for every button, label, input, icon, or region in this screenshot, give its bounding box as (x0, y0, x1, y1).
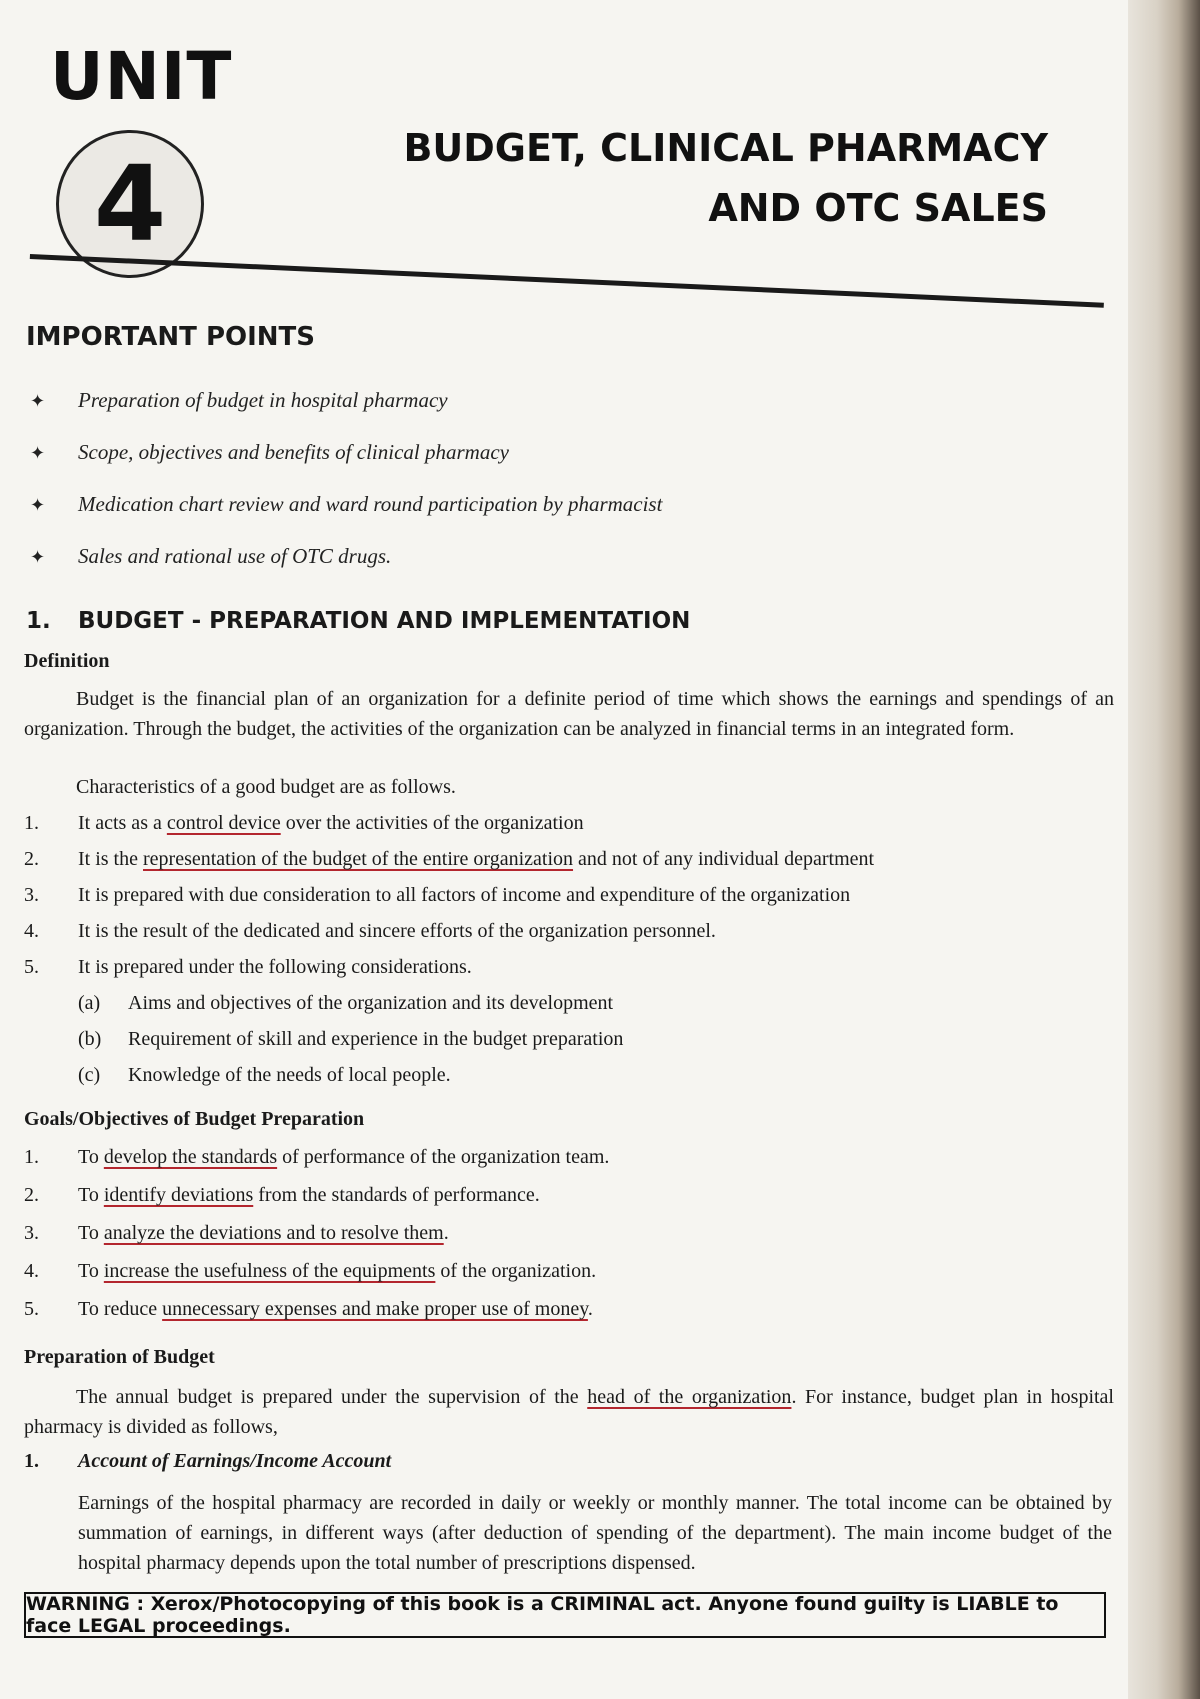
section-heading: 1. BUDGET - PREPARATION AND IMPLEMENTATION (26, 608, 691, 634)
important-point: ✦ Medication chart review and ward round participation by pharmacist (30, 492, 663, 516)
unit-label: UNIT (50, 38, 233, 115)
preparation-label: Preparation of Budget (24, 1346, 215, 1368)
list-item: 1. To develop the standards of performance of the organization team. (24, 1146, 610, 1168)
bullet-icon: ✦ (30, 495, 46, 515)
sub-list-item: (c) Knowledge of the needs of local people. (78, 1064, 451, 1086)
list-item: 1. It acts as a control device over the activities of the organization (24, 812, 584, 834)
list-item: 3. To analyze the deviations and to resolve them. (24, 1222, 449, 1244)
account-heading: 1. Account of Earnings/Income Account (24, 1450, 392, 1472)
important-point: ✦ Preparation of budget in hospital pharmacy (30, 388, 448, 412)
list-item: 2. It is the representation of the budget of the entire organization and not of any individual department (24, 848, 875, 870)
preparation-text: The annual budget is prepared under the supervision of the head of the organization. For instance, budget plan in hospital pharmacy is divided as follows, (24, 1386, 1114, 1438)
bullet-icon: ✦ (30, 547, 46, 567)
bullet-icon: ✦ (30, 443, 46, 463)
sub-list-item: (a) Aims and objectives of the organization and its development (78, 992, 614, 1014)
chapter-title-line-1: BUDGET, CLINICAL PHARMACY (403, 126, 1048, 170)
warning-box: WARNING : Xerox/Photocopying of this book is a CRIMINAL act. Anyone found guilty is LIABLE to face LEGAL proceedings. (24, 1592, 1106, 1638)
definition-text: Budget is the financial plan of an organization for a definite period of time which shows the earnings and spendings of an organization. Through the budget, the activities of the organization can be analyzed in financial terms in an integrated form. (24, 688, 1114, 740)
header-divider (30, 254, 1104, 308)
chapter-title (403, 118, 1048, 238)
bullet-icon: ✦ (30, 391, 46, 411)
account-text: Earnings of the hospital pharmacy are recorded in daily or weekly or monthly manner. The total income can be obtained by summation of earnings, in different ways (after deduction of spending of the department). The main income budget of the hospital pharmacy depends upon the total number of prescriptions dispensed. (78, 1492, 1112, 1574)
list-item: 3. It is prepared with due consideration to all factors of income and expenditure of the organization (24, 884, 851, 906)
list-item: 4. It is the result of the dedicated and sincere efforts of the organization personnel. (24, 920, 716, 942)
page-edge (1128, 0, 1200, 1699)
definition-label: Definition (24, 650, 110, 672)
chapter-title-line-2: AND OTC SALES (708, 186, 1048, 230)
sub-list-item: (b) Requirement of skill and experience in the budget preparation (78, 1028, 624, 1050)
unit-number: 4 (93, 143, 167, 265)
list-item: 2. To identify deviations from the standards of performance. (24, 1184, 540, 1206)
list-item: 5. It is prepared under the following considerations. (24, 956, 472, 978)
goals-label: Goals/Objectives of Budget Preparation (24, 1108, 365, 1130)
list-item: 5. To reduce unnecessary expenses and make proper use of money. (24, 1298, 593, 1320)
important-points-heading: IMPORTANT POINTS (26, 322, 315, 352)
characteristics-intro: Characteristics of a good budget are as follows. (76, 776, 456, 798)
important-point: ✦ Scope, objectives and benefits of clinical pharmacy (30, 440, 509, 464)
list-item: 4. To increase the usefulness of the equipments of the organization. (24, 1260, 597, 1282)
important-point: ✦ Sales and rational use of OTC drugs. (30, 544, 392, 568)
